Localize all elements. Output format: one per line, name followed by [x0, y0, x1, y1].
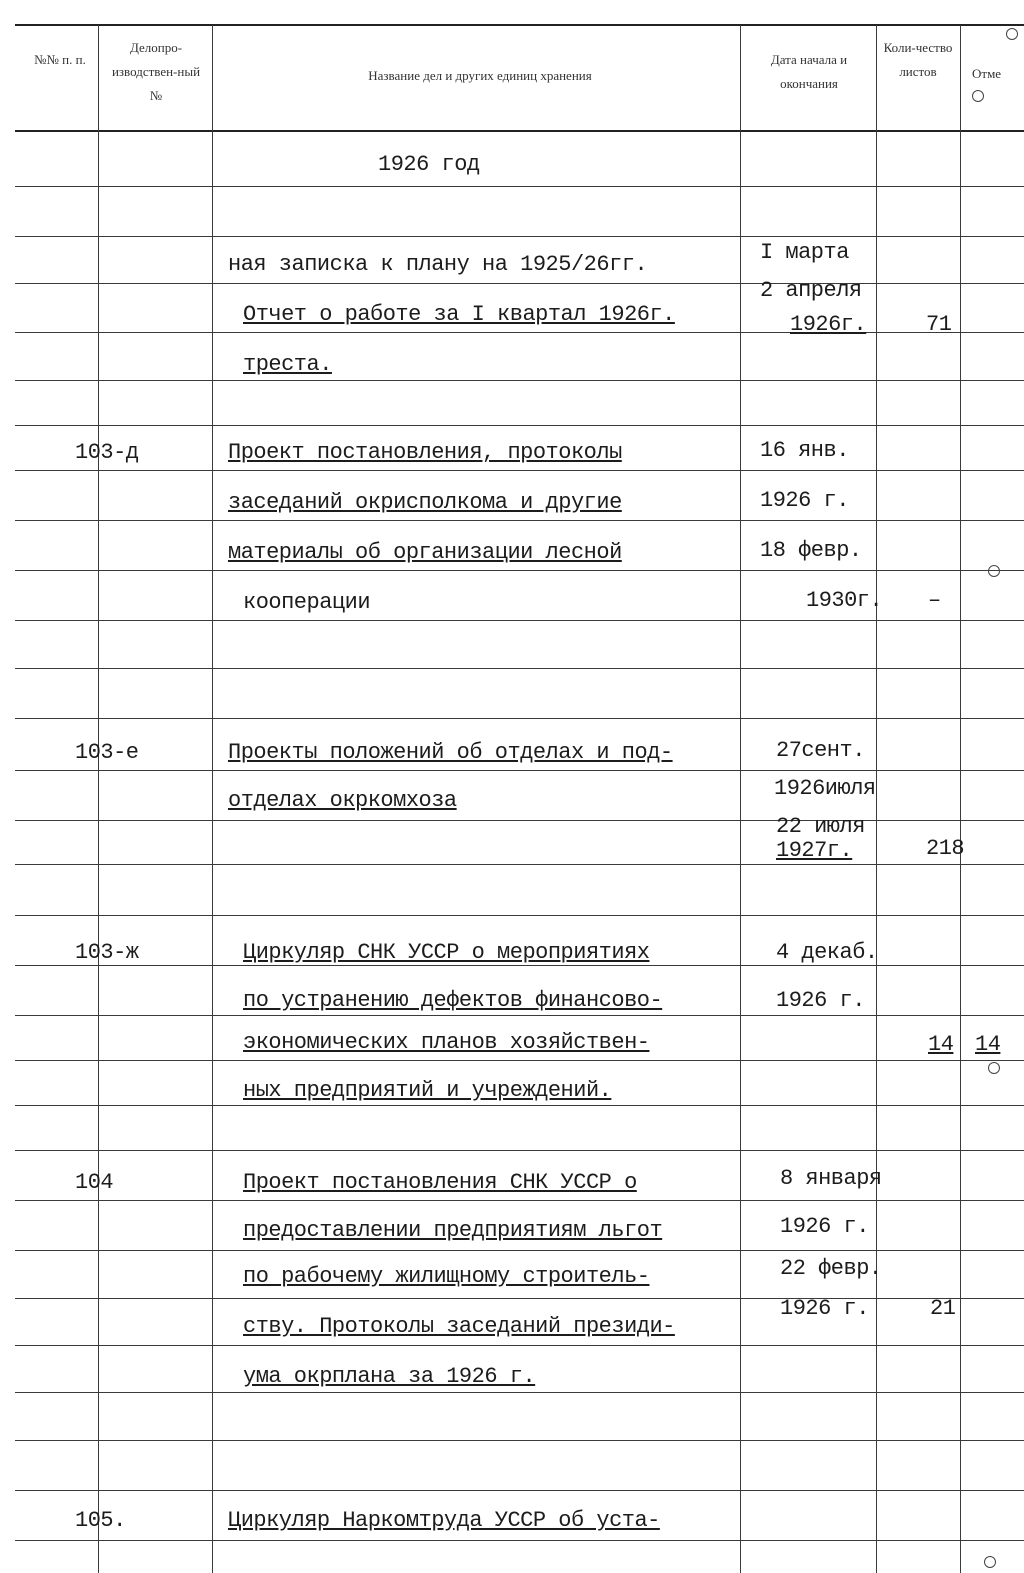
header-col-dates: Дата начала и окончания — [770, 52, 848, 91]
entry-sheets: 71 — [926, 312, 952, 337]
entry-sheets: 21 — [930, 1296, 956, 1321]
entry-date: 1927г. — [776, 838, 853, 863]
punch-hole-mark — [984, 1556, 996, 1568]
ruled-line — [15, 1250, 1024, 1251]
ruled-line — [15, 1440, 1024, 1441]
entry-date: 18 февр. — [760, 538, 862, 563]
header-col-office-number: Делопро-изводствен-ный № — [111, 40, 201, 103]
entry-date: 1926 г. — [780, 1214, 869, 1239]
entry-title-line: Циркуляр СНК УССР о мероприятиях — [243, 940, 650, 965]
entry-date: 27сент. — [776, 738, 865, 763]
entry-title-line: ных предприятий и учреждений. — [243, 1078, 612, 1103]
entry-title-line: ная записка к плану на 1925/26гг. — [228, 252, 648, 277]
entry-title-line: треста. — [243, 352, 332, 377]
ruled-line — [15, 1200, 1024, 1201]
entry-date: 1926июля — [774, 776, 876, 801]
ruled-line — [15, 1060, 1024, 1061]
punch-hole-mark — [1006, 28, 1018, 40]
entry-title-line: по рабочему жилищному строитель- — [243, 1264, 650, 1289]
column-divider — [876, 25, 877, 1573]
entry-title-line: Проект постановления, протоколы — [228, 440, 622, 465]
entry-date: 1926г. — [790, 312, 867, 337]
entry-date: 16 янв. — [760, 438, 849, 463]
header-col-title: Название дел и других единиц хранения — [368, 68, 592, 83]
entry-date: 22 июля — [776, 814, 865, 839]
ruled-line — [15, 718, 1024, 719]
entry-sheets: 218 — [926, 836, 965, 861]
entry-title-line: ству. Протоколы заседаний президи- — [243, 1314, 675, 1339]
punch-hole-mark — [988, 565, 1000, 577]
ruled-line — [15, 1392, 1024, 1393]
entry-date: 2 апреля — [760, 278, 862, 303]
ruled-line — [15, 620, 1024, 621]
ruled-line — [15, 820, 1024, 821]
ruled-line — [15, 1540, 1024, 1541]
column-divider — [960, 25, 961, 1573]
entry-title-line: Отчет о работе за I квартал 1926г. — [243, 302, 675, 327]
entry-title-line: заседаний окрисполкома и другие — [228, 490, 622, 515]
ruled-line — [15, 770, 1024, 771]
entry-sheets: – — [928, 588, 941, 613]
ruled-line — [15, 570, 1024, 571]
column-divider — [98, 25, 99, 1573]
ruled-line — [15, 1015, 1024, 1016]
entry-title-line: по устранению дефектов финансово- — [243, 988, 663, 1013]
entry-id: 104 — [75, 1170, 114, 1195]
ruled-line — [15, 283, 1024, 284]
entry-id: 103-д — [75, 440, 139, 465]
ruled-line — [15, 380, 1024, 381]
entry-date: 1926 г. — [760, 488, 849, 513]
entry-title-line: экономических планов хозяйствен- — [243, 1030, 650, 1055]
entry-title-line: отделах окркомхоза — [228, 788, 457, 813]
ruled-line — [15, 965, 1024, 966]
ruled-line — [15, 915, 1024, 916]
entry-date: 1926 г. — [780, 1296, 869, 1321]
column-divider — [212, 25, 213, 1573]
entry-notes: 14 — [975, 1032, 1001, 1057]
punch-hole-mark — [972, 90, 984, 102]
entry-date: I марта — [760, 240, 849, 265]
entry-title-line: Проект постановления СНК УССР о — [243, 1170, 637, 1195]
entry-id: 105. — [75, 1508, 126, 1533]
entry-id: 103-е — [75, 740, 139, 765]
ruled-line — [15, 520, 1024, 521]
entry-title-line: ума окрплана за 1926 г. — [243, 1364, 536, 1389]
ruled-line — [15, 1105, 1024, 1106]
header-bottom-rule — [15, 130, 1024, 132]
header-col-sheets: Коли-чество листов — [883, 40, 953, 79]
header-col-number: №№ п. п. — [34, 52, 86, 67]
entry-date: 22 февр. — [780, 1256, 882, 1281]
entry-sheets: 14 — [928, 1032, 954, 1057]
entry-id: 103-ж — [75, 940, 139, 965]
column-divider — [740, 25, 741, 1573]
ruled-line — [15, 864, 1024, 865]
ruled-line — [15, 1490, 1024, 1491]
entry-title-line: кооперации — [243, 590, 371, 615]
entry-date: 8 января — [780, 1166, 882, 1191]
entry-title-line: предоставлении предприятиям льгот — [243, 1218, 663, 1243]
ruled-line — [15, 1298, 1024, 1299]
ruled-line — [15, 1150, 1024, 1151]
year-heading: 1926 год — [378, 152, 480, 177]
entry-date: 1930г. — [806, 588, 883, 613]
top-rule — [15, 24, 1024, 26]
ruled-line — [15, 668, 1024, 669]
ruled-line — [15, 186, 1024, 187]
entry-title-line: Циркуляр Наркомтруда УССР об уста- — [228, 1508, 660, 1533]
ruled-line — [15, 470, 1024, 471]
ruled-line — [15, 425, 1024, 426]
ruled-line — [15, 236, 1024, 237]
entry-title-line: материалы об организации лесной — [228, 540, 622, 565]
ruled-line — [15, 332, 1024, 333]
header-col-notes: Отме — [972, 66, 1002, 81]
entry-date: 4 декаб. — [776, 940, 878, 965]
entry-title-line: Проекты положений об отделах и под- — [228, 740, 673, 765]
ruled-line — [15, 1345, 1024, 1346]
punch-hole-mark — [988, 1062, 1000, 1074]
entry-date: 1926 г. — [776, 988, 865, 1013]
